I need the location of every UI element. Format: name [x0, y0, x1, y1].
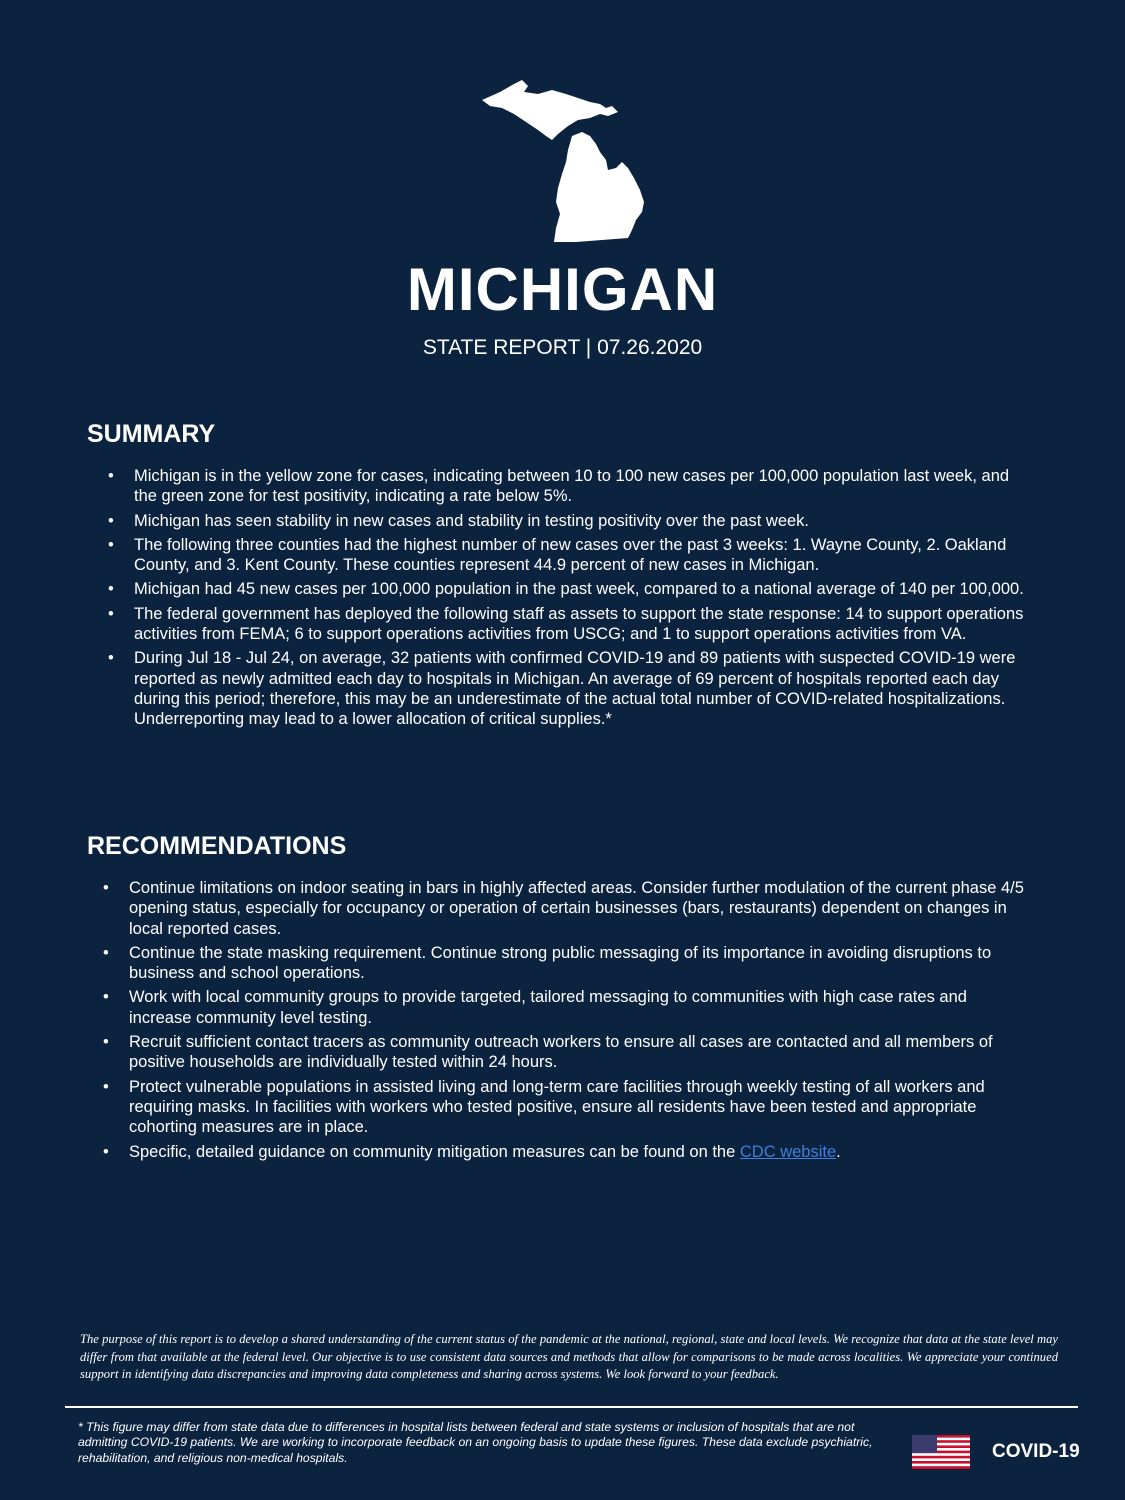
michigan-map-icon — [478, 78, 648, 244]
disclaimer-text: The purpose of this report is to develop a shared understanding of the current status of the pandemic at the national, regional, state and local levels. We recognize that data at the state level may differ from that available at the federal level. Our objective is to use consistent data sources and methods that allow for comparisons to be made across localities. We appreciate your continued support in identifying data discrepancies and improving data completeness and sharing across systems. We look forward to your feedback. — [80, 1332, 1058, 1381]
summary-item: • Michigan had 45 new cases per 100,000 population in the past week, compared to a national average of 140 per 100,000. — [108, 579, 1028, 599]
recommendation-item: • Recruit sufficient contact tracers as community outreach workers to ensure all cases are contacted and all members of positive households are individually tested within 24 hours. — [103, 1032, 1025, 1073]
recommendation-item: • Protect vulnerable populations in assisted living and long-term care facilities through weekly testing of all workers and requiring masks. In facilities with workers who tested positive, ensure all residents have been tested and appropriate cohorting measures are in place. — [103, 1077, 1025, 1138]
report-subtitle: STATE REPORT | 07.26.2020 — [422, 336, 703, 359]
us-flag-icon — [912, 1435, 970, 1469]
summary-item: • The following three counties had the highest number of new cases over the past 3 weeks: 1. Wayne County, 2. Oakland County, and 3. Kent County. These counties represent 44.9 percent of new cases in Michigan. — [108, 535, 1028, 576]
summary-list — [108, 466, 1028, 734]
page-title: MICHIGAN — [406, 256, 719, 323]
recommendation-text-end: . — [836, 1142, 841, 1161]
recommendation-item: • Work with local community groups to provide targeted, tailored messaging to communities with high case rates and increase community level testing. — [103, 987, 1025, 1028]
recommendations-heading: RECOMMENDATIONS — [87, 832, 347, 860]
recommendation-text: Specific, detailed guidance on community mitigation measures can be found on the — [129, 1142, 740, 1161]
summary-item: • During Jul 18 - Jul 24, on average, 32 patients with confirmed COVID-19 and 89 patients with suspected COVID-19 were reported as newly admitted each day to hospitals in Michigan. An average of 69 percent of hospitals reported each day during this period; therefore, this may be an underestimate of the actual total number of COVID-related hospitalizations. Underreporting may lead to a lower allocation of critical supplies.* — [108, 648, 1028, 729]
recommendation-item: • Continue limitations on indoor seating in bars in highly affected areas. Consider further modulation of the current phase 4/5 opening status, especially for occupancy or operation of certain businesses (bars, restaurants) dependent on changes in local reported cases. — [103, 878, 1025, 939]
footer-divider — [65, 1406, 1078, 1408]
summary-item: • The federal government has deployed the following staff as assets to support the state response: 14 to support operations activities from FEMA; 6 to support operations activities from USCG; and 1 to support operations activities from VA. — [108, 604, 1028, 645]
covid-19-label: COVID-19 — [992, 1441, 1080, 1462]
recommendations-list — [103, 878, 1025, 1166]
recommendation-item: • Continue the state masking requirement. Continue strong public messaging of its importance in avoiding disruptions to business and school operations. — [103, 943, 1025, 984]
footnote-text: * This figure may differ from state data due to differences in hospital lists between federal and state systems or inclusion of hospitals that are not admitting COVID-19 patients. We are working to incorporate feedback on an ongoing basis to update these figures. These data exclude psychiatric, rehabilitation, and religious non-medical hospitals. — [78, 1420, 873, 1465]
summary-item: • Michigan has seen stability in new cases and stability in testing positivity over the past week. — [108, 511, 1028, 531]
summary-item: • Michigan is in the yellow zone for cases, indicating between 10 to 100 new cases per 100,000 population last week, and the green zone for test positivity, indicating a rate below 5%. — [108, 466, 1028, 507]
summary-heading: SUMMARY — [87, 420, 216, 448]
cdc-website-link[interactable]: CDC website — [739, 1142, 837, 1161]
recommendation-item — [103, 1142, 1025, 1162]
